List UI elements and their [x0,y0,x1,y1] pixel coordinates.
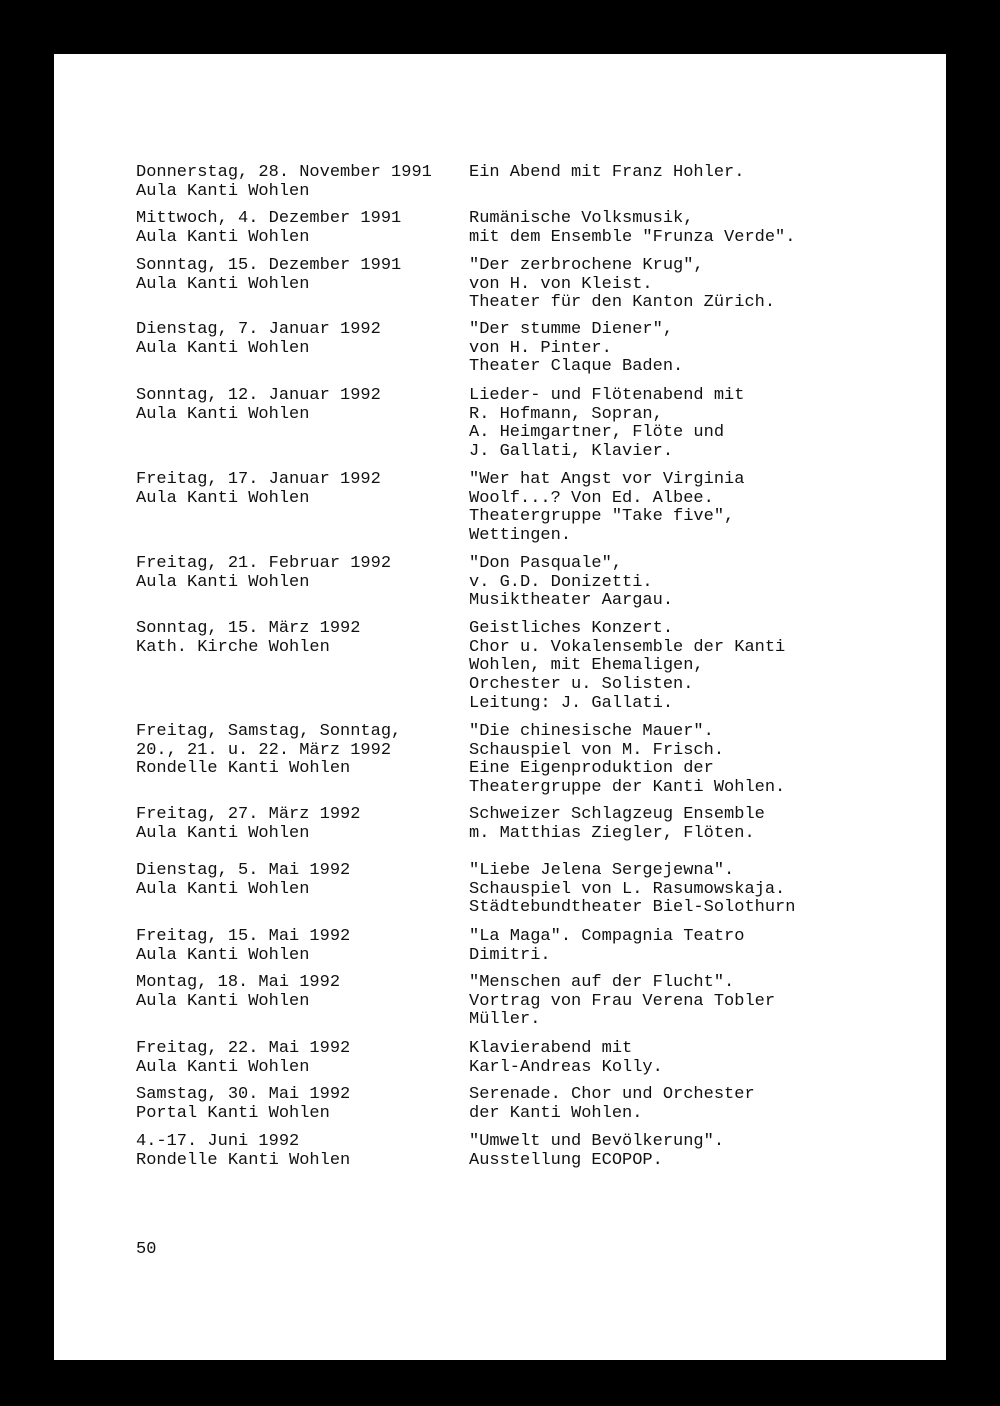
event-description-line: Städtebundtheater Biel-Solothurn [469,898,796,918]
event-date-venue [136,1133,466,1170]
event-description [469,1133,939,1170]
event-description-line: von H. von Kleist. [469,274,653,294]
event-description [469,928,939,965]
document-page [54,54,946,1360]
event-description-line: Lieder- und Flötenabend mit [469,386,745,405]
event-description [469,555,939,611]
event-description-line: v. G.D. Donizetti. [469,572,653,592]
event-description-line: Klavierabend mit [469,1039,633,1058]
event-description-line: Theatergruppe der Kanti Wohlen. [469,778,786,798]
event-description-line: "Der zerbrochene Krug", [469,256,704,275]
event-venue: Kath. Kirche Wohlen [136,637,330,657]
event-date: Dienstag, 5. Mai 1992 [136,861,351,880]
event-description-line: Ein Abend mit Franz Hohler. [469,163,745,182]
event-description-line: Serenade. Chor und Orchester [469,1085,755,1104]
event-description [469,164,939,183]
event-description-line: Geistliches Konzert. [469,619,674,638]
event-venue: Aula Kanti Wohlen [136,227,310,247]
event-date-venue [136,1086,466,1123]
event-date-venue [136,257,466,294]
event-description [469,387,939,462]
event-description [469,1086,939,1123]
event-date-venue [136,806,466,843]
event-description-line: A. Heimgartner, Flöte und [469,423,725,443]
event-date: 20., 21. u. 22. März 1992 [136,740,392,760]
event-description-line: "Die chinesische Mauer". [469,722,714,741]
event-date-venue [136,555,466,592]
event-venue: Aula Kanti Wohlen [136,945,310,965]
event-date: Dienstag, 7. Januar 1992 [136,320,381,339]
event-date-venue [136,620,466,657]
event-venue: Aula Kanti Wohlen [136,274,310,294]
event-description-line: J. Gallati, Klavier. [469,442,674,462]
event-description [469,862,939,918]
event-description-line: Theater Claque Baden. [469,357,684,377]
event-date-venue [136,723,466,779]
event-date-venue [136,928,466,965]
event-date-venue [136,974,466,1011]
event-description-line: "Wer hat Angst vor Virginia [469,470,745,489]
event-date-venue [136,387,466,424]
event-date: Sonntag, 12. Januar 1992 [136,386,381,405]
event-venue: Aula Kanti Wohlen [136,181,310,201]
page-number: 50 [136,1240,157,1259]
event-date: Freitag, 15. Mai 1992 [136,927,351,946]
event-description-line: Vortrag von Frau Verena Tobler [469,991,776,1011]
event-date: Freitag, 17. Januar 1992 [136,470,381,489]
event-description-line: Wettingen. [469,526,572,546]
event-date-venue [136,862,466,899]
event-description-line: von H. Pinter. [469,338,612,358]
event-date-venue [136,210,466,247]
event-description-line: Wohlen, mit Ehemaligen, [469,656,704,676]
event-description-line: der Kanti Wohlen. [469,1103,643,1123]
event-description [469,210,939,247]
event-date: Sonntag, 15. März 1992 [136,619,361,638]
event-venue: Aula Kanti Wohlen [136,338,310,358]
event-description-line: "Menschen auf der Flucht". [469,973,735,992]
event-date-venue [136,1040,466,1077]
event-venue: Aula Kanti Wohlen [136,879,310,899]
event-description-line: Orchester u. Solisten. [469,675,694,695]
event-venue: Rondelle Kanti Wohlen [136,1150,351,1170]
event-description [469,321,939,377]
event-date: Mittwoch, 4. Dezember 1991 [136,209,402,228]
event-description-line: Dimitri. [469,945,551,965]
event-description-line: Karl-Andreas Kolly. [469,1057,663,1077]
event-description-line: Theater für den Kanton Zürich. [469,293,776,313]
event-description-line: Müller. [469,1010,541,1030]
event-description [469,471,939,546]
event-description-line: "Liebe Jelena Sergejewna". [469,861,735,880]
event-date-venue [136,471,466,508]
event-date-venue [136,321,466,358]
event-description-line: Chor u. Vokalensemble der Kanti [469,637,786,657]
event-date: Freitag, 27. März 1992 [136,805,361,824]
event-venue: Aula Kanti Wohlen [136,991,310,1011]
event-description-line: Woolf...? Von Ed. Albee. [469,488,714,508]
event-description-line: "La Maga". Compagnia Teatro [469,927,745,946]
event-description-line: Leitung: J. Gallati. [469,693,674,713]
event-description-line: mit dem Ensemble "Frunza Verde". [469,227,796,247]
event-description-line: "Umwelt und Bevölkerung". [469,1132,725,1151]
event-venue: Rondelle Kanti Wohlen [136,759,351,779]
event-description [469,1040,939,1077]
event-description-line: Rumänische Volksmusik, [469,209,694,228]
event-description [469,806,939,843]
event-venue: Aula Kanti Wohlen [136,572,310,592]
event-description-line: R. Hofmann, Sopran, [469,404,663,424]
event-description-line: Ausstellung ECOPOP. [469,1150,663,1170]
event-description-line: Eine Eigenproduktion der [469,759,714,779]
event-venue: Aula Kanti Wohlen [136,1057,310,1077]
event-date: Sonntag, 15. Dezember 1991 [136,256,402,275]
event-description-line: Schweizer Schlagzeug Ensemble [469,805,765,824]
event-description [469,723,939,798]
event-description-line: "Don Pasquale", [469,554,623,573]
event-venue: Portal Kanti Wohlen [136,1103,330,1123]
event-description [469,974,939,1030]
event-description-line: Schauspiel von M. Frisch. [469,740,725,760]
event-date: Montag, 18. Mai 1992 [136,973,341,992]
event-venue: Aula Kanti Wohlen [136,823,310,843]
event-date-venue [136,164,466,201]
event-venue: Aula Kanti Wohlen [136,488,310,508]
event-description-line: Theatergruppe "Take five", [469,507,735,527]
event-date: Freitag, 22. Mai 1992 [136,1039,351,1058]
event-venue: Aula Kanti Wohlen [136,404,310,424]
event-description-line: m. Matthias Ziegler, Flöten. [469,823,755,843]
event-date: Freitag, Samstag, Sonntag, [136,722,402,741]
event-description-line: "Der stumme Diener", [469,320,674,339]
event-date: 4.-17. Juni 1992 [136,1132,300,1151]
event-description [469,257,939,313]
event-description-line: Schauspiel von L. Rasumowskaja. [469,879,786,899]
event-description-line: Musiktheater Aargau. [469,591,674,611]
event-date: Freitag, 21. Februar 1992 [136,554,392,573]
event-description [469,620,939,713]
event-date: Donnerstag, 28. November 1991 [136,163,432,182]
event-date: Samstag, 30. Mai 1992 [136,1085,351,1104]
